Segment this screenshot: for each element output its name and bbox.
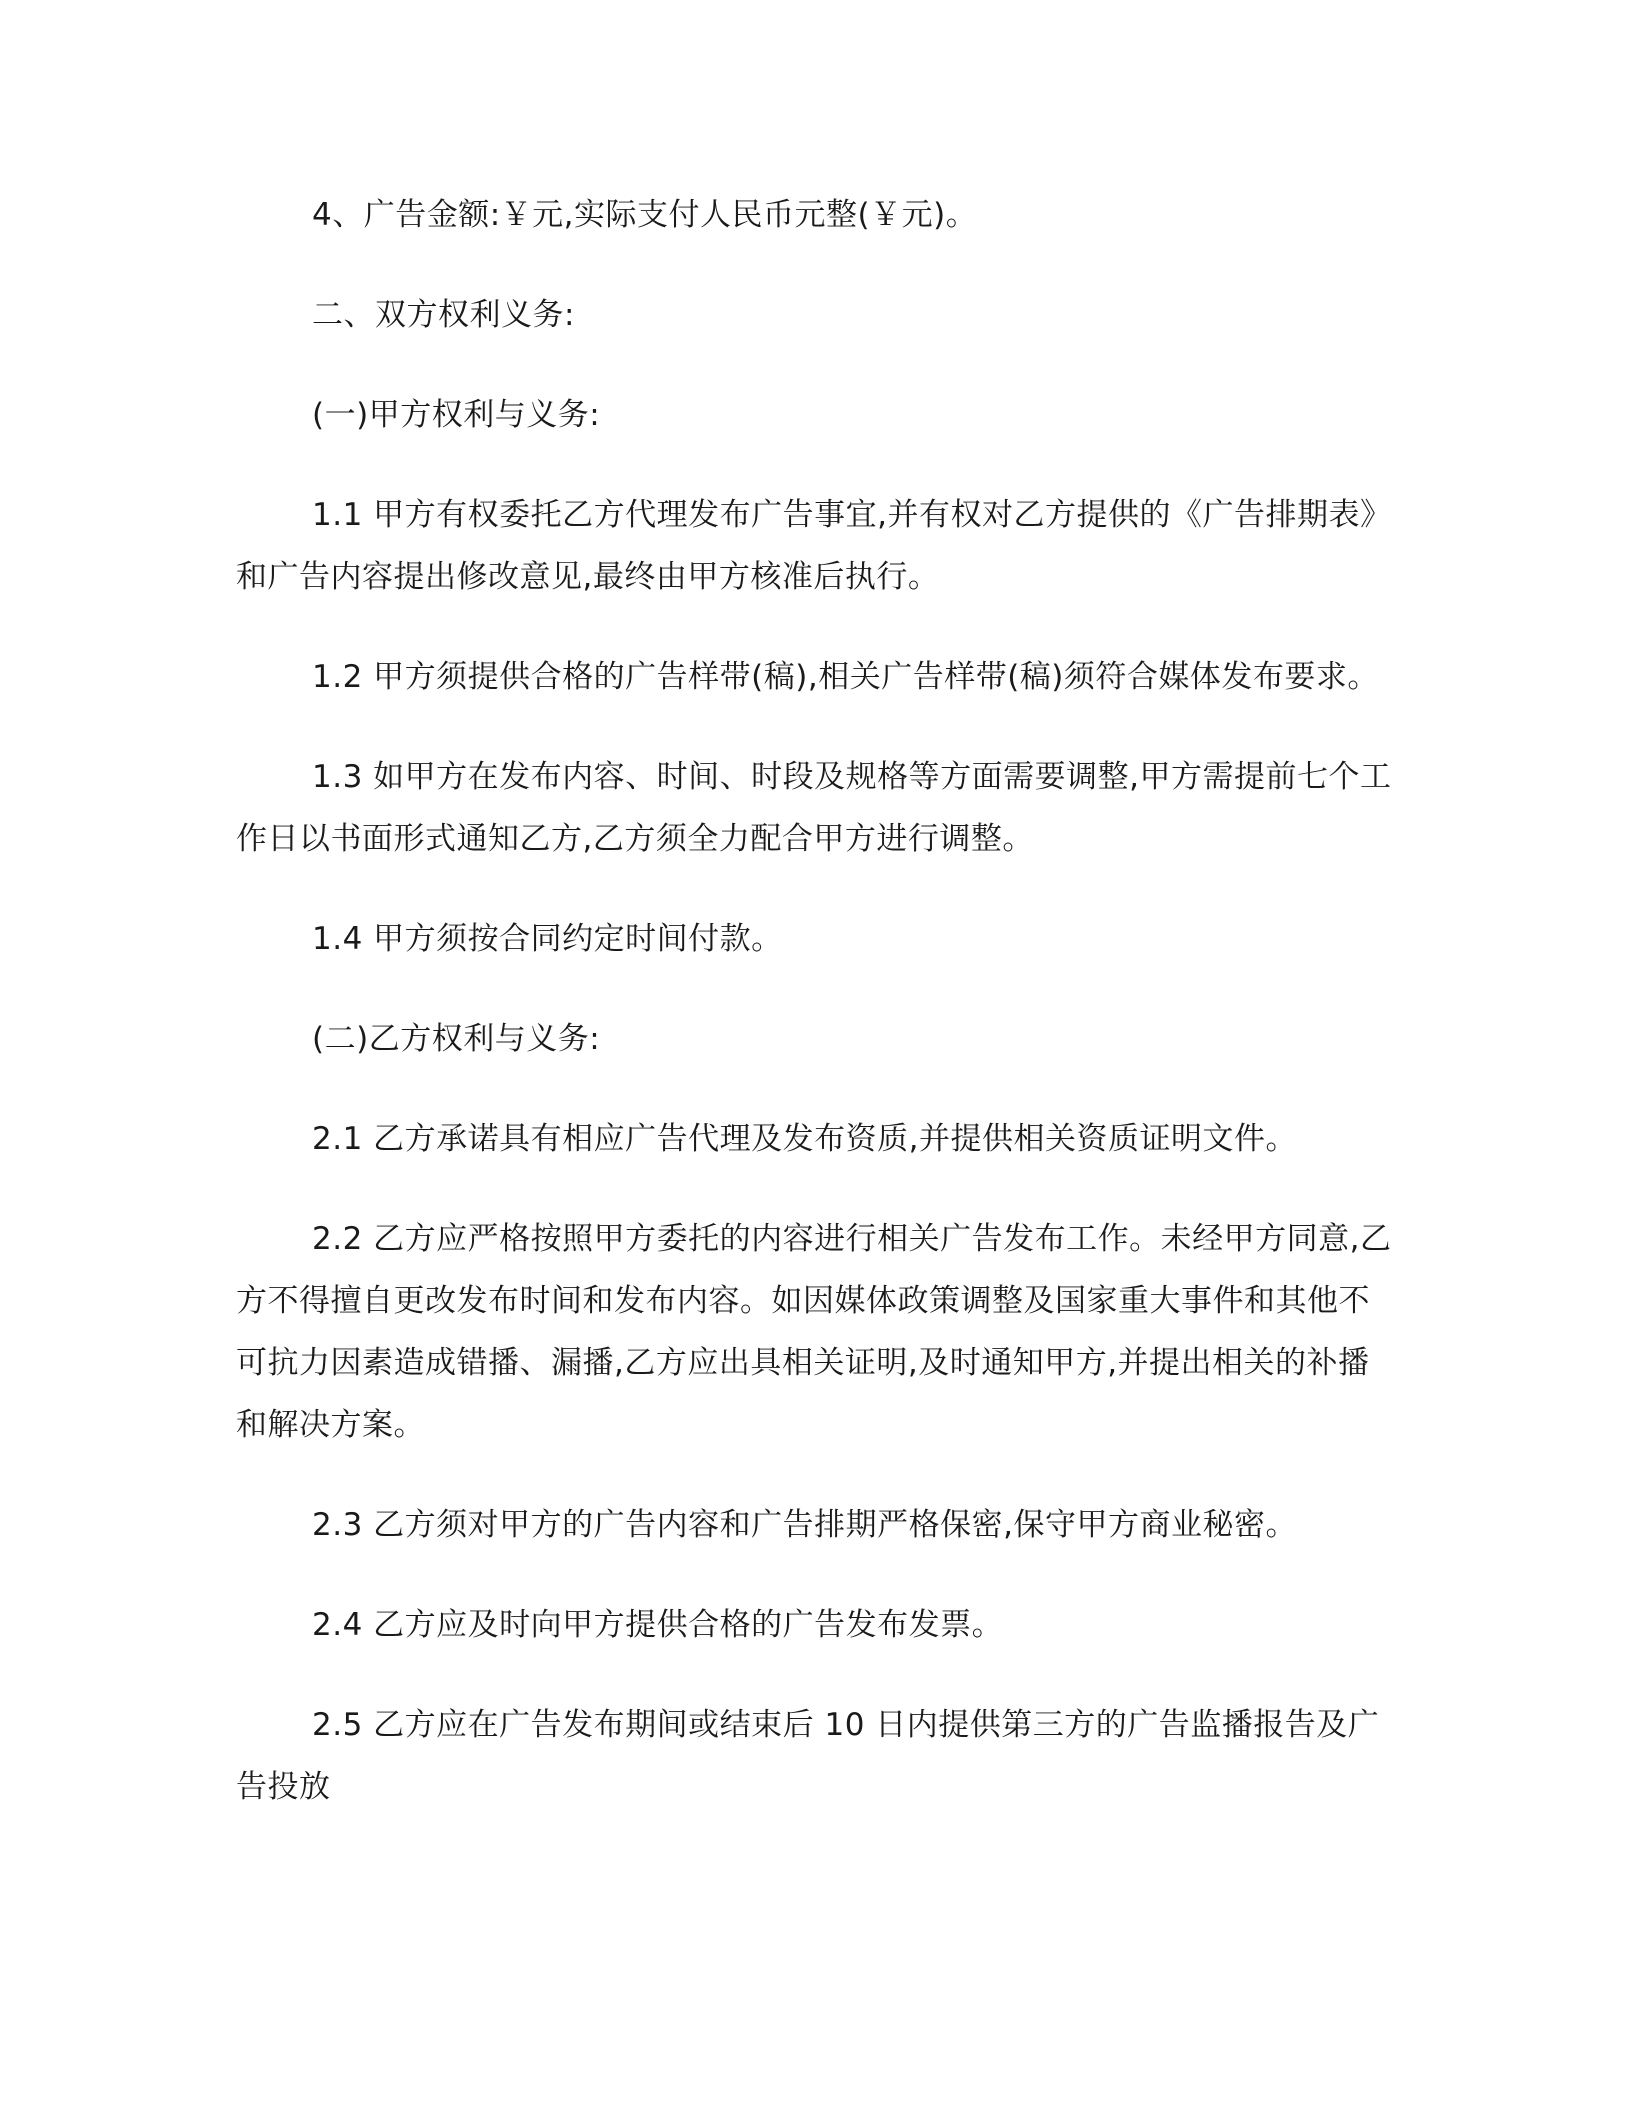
clause-1-3: 1.3 如甲方在发布内容、时间、时段及规格等方面需要调整,甲方需提前七个工作日以书面形式通知乙方,乙方须全力配合甲方进行调整。 — [236, 759, 1392, 857]
clause-2-4: 2.4 乙方应及时向甲方提供合格的广告发布发票。 — [312, 1607, 1004, 1643]
clause-1-2: 1.2 甲方须提供合格的广告样带(稿),相关广告样带(稿)须符合媒体发布要求。 — [312, 659, 1379, 695]
paragraph-ad-amount: 4、广告金额:￥元,实际支付人民币元整(￥元)。 — [312, 197, 978, 233]
clause-2-1: 2.1 乙方承诺具有相应广告代理及发布资质,并提供相关资质证明文件。 — [312, 1121, 1298, 1157]
heading-party-a-rights: (一)甲方权利与义务: — [312, 397, 601, 433]
clause-2-3: 2.3 乙方须对甲方的广告内容和广告排期严格保密,保守甲方商业秘密。 — [312, 1507, 1298, 1543]
clause-1-1: 1.1 甲方有权委托乙方代理发布广告事宜,并有权对乙方提供的《广告排期表》和广告内容提出修改意见,最终由甲方核准后执行。 — [236, 497, 1392, 595]
clause-2-2: 2.2 乙方应严格按照甲方委托的内容进行相关广告发布工作。未经甲方同意,乙方不得擅自更改发布时间和发布内容。如因媒体政策调整及国家重大事件和其他不可抗力因素造成错播、漏播,乙方应出具相关证明,及时通知甲方,并提出相关的补播和解决方案。 — [236, 1221, 1392, 1443]
clause-2-5: 2.5 乙方应在广告发布期间或结束后 10 日内提供第三方的广告监播报告及广告投放 — [236, 1707, 1380, 1805]
clause-1-4: 1.4 甲方须按合同约定时间付款。 — [312, 921, 783, 957]
heading-rights-obligations: 二、双方权利义务: — [312, 297, 575, 333]
heading-party-b-rights: (二)乙方权利与义务: — [312, 1021, 601, 1057]
document-body — [236, 184, 1396, 1818]
